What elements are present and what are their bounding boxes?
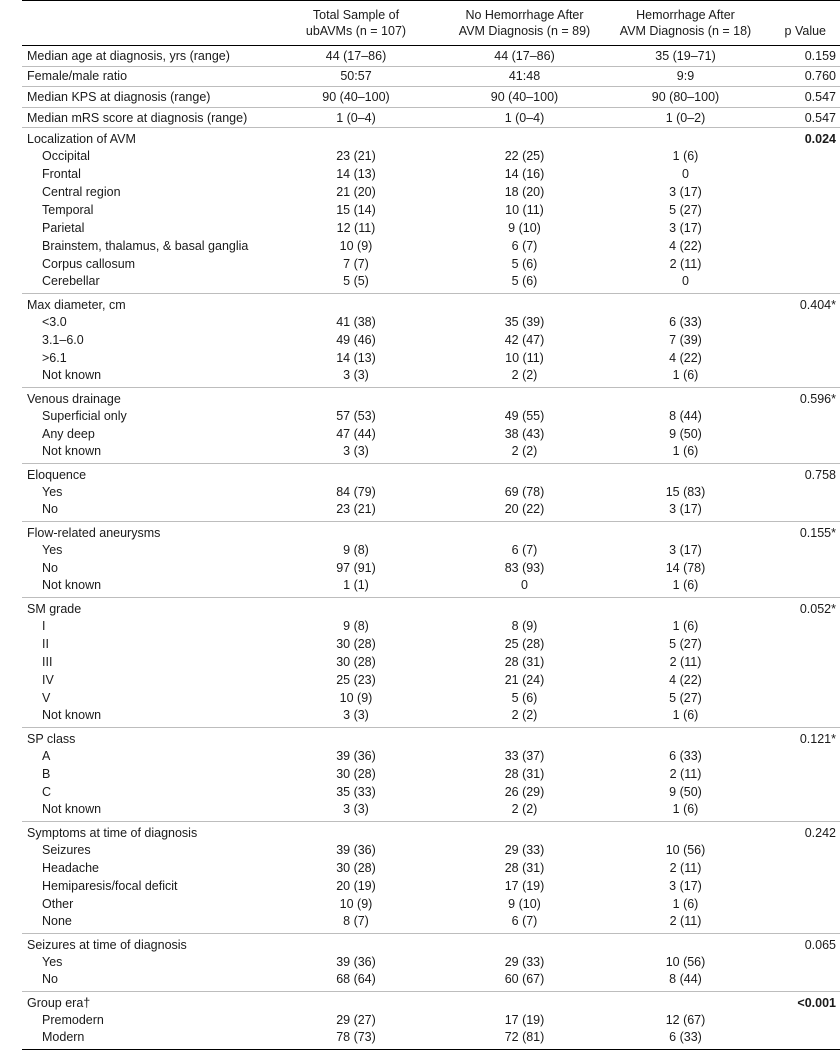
no-hemorrhage-value: 14 (16) (504, 167, 545, 182)
hemorrhage-value: 10 (56) (665, 843, 706, 858)
header-noh-line1: No Hemorrhage After (465, 8, 584, 22)
table-row (22, 953, 840, 971)
hemorrhage-value: 90 (80–100) (651, 89, 720, 104)
no-hemorrhage-value: 28 (31) (504, 767, 545, 782)
total-value: 23 (21) (336, 149, 376, 164)
table-row (22, 1029, 840, 1050)
total-value: 1 (0–4) (336, 110, 376, 125)
table-row (22, 313, 840, 331)
section-header-localization (22, 128, 840, 148)
table-row (22, 425, 840, 443)
total-value: 57 (53) (336, 409, 376, 424)
table-row (22, 483, 840, 501)
row-label: No (42, 561, 58, 576)
patient-characteristics-table (22, 0, 840, 1050)
total-value: 9 (8) (343, 543, 369, 558)
hemorrhage-value: 6 (33) (669, 749, 702, 764)
header-noh-line2: AVM Diagnosis (n = 89) (458, 24, 591, 38)
no-hemorrhage-value: 2 (2) (511, 708, 538, 723)
total-value: 47 (44) (336, 427, 376, 442)
hemorrhage-value: 12 (67) (665, 1013, 706, 1028)
no-hemorrhage-value: 26 (29) (504, 785, 545, 800)
p-value: 0.155* (799, 526, 836, 541)
row-label: Not known (42, 368, 102, 383)
table-row (22, 331, 840, 349)
total-value: 44 (17–86) (325, 48, 387, 63)
no-hemorrhage-value: 2 (2) (511, 802, 538, 817)
table-row (22, 841, 840, 859)
p-value: 0.596* (799, 392, 836, 407)
section-label: Venous drainage (27, 392, 121, 407)
hemorrhage-value: 1 (6) (672, 149, 699, 164)
table-row (22, 273, 840, 294)
p-value: 0.065 (804, 938, 836, 953)
table-row (22, 407, 840, 425)
section-label: Max diameter, cm (27, 298, 126, 313)
hemorrhage-value: 8 (44) (669, 972, 702, 987)
section-header-max-diameter (22, 294, 840, 314)
no-hemorrhage-value: 17 (19) (504, 879, 545, 894)
no-hemorrhage-value: 2 (2) (511, 368, 538, 383)
header-total-line2: ubAVMs (n = 107) (305, 24, 407, 38)
table-row (22, 201, 840, 219)
hemorrhage-value: 10 (56) (665, 955, 706, 970)
hemorrhage-value: 3 (17) (669, 185, 702, 200)
table-row (22, 765, 840, 783)
total-value: 78 (73) (336, 1030, 376, 1045)
row-label: Other (42, 897, 74, 912)
total-value: 7 (7) (343, 257, 369, 272)
table-row (22, 541, 840, 559)
p-value: 0.159 (804, 48, 836, 63)
row-label: V (42, 691, 51, 706)
section-label: Localization of AVM (27, 132, 136, 147)
hemorrhage-value: 2 (11) (669, 767, 702, 782)
table-row (22, 895, 840, 913)
table-row (22, 653, 840, 671)
header-no-hemorrhage (436, 1, 613, 46)
table-row (22, 1011, 840, 1029)
total-value: 30 (28) (336, 637, 376, 652)
no-hemorrhage-value: 72 (81) (504, 1030, 545, 1045)
no-hemorrhage-value: 22 (25) (504, 149, 545, 164)
table-row (22, 877, 840, 895)
header-hem-line2: AVM Diagnosis (n = 18) (619, 24, 752, 38)
row-label: Female/male ratio (27, 69, 128, 84)
row-label: Superficial only (42, 409, 127, 424)
hemorrhage-value: 6 (33) (669, 1030, 702, 1045)
no-hemorrhage-value: 49 (55) (504, 409, 545, 424)
no-hemorrhage-value: 44 (17–86) (494, 48, 555, 63)
row-median-kps (22, 87, 840, 108)
header-label-cell (22, 1, 276, 46)
p-value: <0.001 (797, 996, 836, 1011)
row-median-age (22, 46, 840, 67)
table-row (22, 255, 840, 273)
table-row (22, 689, 840, 707)
row-label: Modern (42, 1030, 85, 1045)
total-value: 5 (5) (343, 274, 369, 289)
hemorrhage-value: 9 (50) (669, 427, 702, 442)
no-hemorrhage-value: 1 (0–4) (504, 110, 545, 125)
header-total-sample (276, 1, 436, 46)
header-row (22, 1, 840, 46)
no-hemorrhage-value: 25 (28) (504, 637, 545, 652)
total-value: 39 (36) (336, 955, 376, 970)
no-hemorrhage-value: 28 (31) (504, 861, 545, 876)
no-hemorrhage-value: 8 (9) (511, 619, 538, 634)
row-label: I (42, 619, 46, 634)
hemorrhage-value: 4 (22) (669, 239, 702, 254)
section-label: Symptoms at time of diagnosis (27, 826, 198, 841)
row-label: A (42, 749, 51, 764)
no-hemorrhage-value: 9 (10) (508, 221, 541, 236)
table-row (22, 349, 840, 367)
row-label: Cerebellar (42, 274, 100, 289)
row-label: IV (42, 673, 54, 688)
no-hemorrhage-value: 6 (7) (511, 914, 538, 929)
row-label: III (42, 655, 53, 670)
total-value: 35 (33) (336, 785, 376, 800)
total-value: 10 (9) (339, 691, 373, 706)
total-value: 20 (19) (336, 879, 376, 894)
section-header-seizures (22, 934, 840, 954)
total-value: 10 (9) (339, 897, 373, 912)
no-hemorrhage-value: 29 (33) (504, 843, 545, 858)
table-row (22, 183, 840, 201)
row-label: Not known (42, 578, 102, 593)
hemorrhage-value: 2 (11) (669, 257, 702, 272)
hemorrhage-value: 3 (17) (669, 879, 702, 894)
table-row (22, 219, 840, 237)
row-label: Parietal (42, 221, 85, 236)
table-row (22, 501, 840, 522)
row-female-male-ratio (22, 66, 840, 87)
total-value: 10 (9) (339, 239, 373, 254)
table-row (22, 671, 840, 689)
total-value: 3 (3) (343, 802, 369, 817)
total-value: 68 (64) (336, 972, 376, 987)
no-hemorrhage-value: 17 (19) (504, 1013, 545, 1028)
table-container (22, 0, 840, 1050)
p-value: 0.547 (804, 110, 836, 125)
section-label: Seizures at time of diagnosis (27, 938, 187, 953)
total-value: 84 (79) (336, 485, 376, 500)
table-row (22, 635, 840, 653)
hemorrhage-value: 15 (83) (665, 485, 706, 500)
no-hemorrhage-value: 5 (6) (511, 257, 538, 272)
hemorrhage-value: 2 (11) (669, 861, 702, 876)
row-label: Hemiparesis/focal deficit (42, 879, 178, 894)
section-header-group-era (22, 992, 840, 1012)
total-value: 1 (1) (343, 578, 369, 593)
no-hemorrhage-value: 5 (6) (511, 274, 538, 289)
section-label: SP class (27, 732, 76, 747)
section-header-sm-grade (22, 598, 840, 618)
hemorrhage-value: 1 (6) (672, 708, 699, 723)
no-hemorrhage-value: 21 (24) (504, 673, 545, 688)
total-value: 23 (21) (336, 502, 376, 517)
no-hemorrhage-value: 90 (40–100) (490, 89, 559, 104)
row-label: Central region (42, 185, 121, 200)
hemorrhage-value: 1 (6) (672, 368, 699, 383)
row-median-mrs (22, 107, 840, 128)
no-hemorrhage-value: 9 (10) (508, 897, 541, 912)
row-label: Median mRS score at diagnosis (range) (27, 110, 248, 125)
hemorrhage-value: 1 (6) (672, 619, 699, 634)
no-hemorrhage-value: 18 (20) (504, 185, 545, 200)
hemorrhage-value: 1 (0–2) (665, 110, 706, 125)
no-hemorrhage-value: 2 (2) (511, 444, 538, 459)
hemorrhage-value: 1 (6) (672, 802, 699, 817)
table-row (22, 367, 840, 388)
hemorrhage-value: 4 (22) (669, 673, 702, 688)
row-label: Any deep (42, 427, 95, 442)
header-p-value: p Value (784, 24, 826, 38)
total-value: 12 (11) (336, 221, 376, 236)
row-label: Headache (42, 861, 99, 876)
no-hemorrhage-value: 69 (78) (504, 485, 545, 500)
hemorrhage-value: 9:9 (676, 69, 695, 84)
hemorrhage-value: 0 (682, 167, 689, 182)
hemorrhage-value: 1 (6) (672, 578, 699, 593)
total-value: 97 (91) (336, 561, 376, 576)
hemorrhage-value: 1 (6) (672, 444, 699, 459)
no-hemorrhage-value: 41:48 (508, 69, 541, 84)
table-row (22, 783, 840, 801)
table-row (22, 165, 840, 183)
section-label: SM grade (27, 602, 82, 617)
hemorrhage-value: 3 (17) (669, 543, 702, 558)
hemorrhage-value: 1 (6) (672, 897, 699, 912)
header-hem-line1: Hemorrhage After (636, 8, 735, 22)
total-value: 3 (3) (343, 708, 369, 723)
table-row (22, 617, 840, 635)
total-value: 30 (28) (336, 655, 376, 670)
section-header-flow-related-aneurysms (22, 522, 840, 542)
no-hemorrhage-value: 10 (11) (505, 203, 544, 218)
p-value: 0.024 (804, 132, 836, 147)
total-value: 49 (46) (336, 333, 376, 348)
total-value: 8 (7) (343, 914, 369, 929)
row-label: <3.0 (42, 315, 67, 330)
total-value: 3 (3) (343, 444, 369, 459)
hemorrhage-value: 3 (17) (669, 502, 702, 517)
table-row (22, 147, 840, 165)
row-label: Yes (42, 955, 63, 970)
hemorrhage-value: 6 (33) (669, 315, 702, 330)
p-value: 0.547 (804, 89, 836, 104)
section-label: Group era† (27, 996, 91, 1011)
total-value: 41 (38) (336, 315, 376, 330)
total-value: 90 (40–100) (322, 89, 390, 104)
total-value: 30 (28) (336, 861, 376, 876)
table-row (22, 707, 840, 728)
no-hemorrhage-value: 29 (33) (504, 955, 545, 970)
p-value: 0.052* (799, 602, 836, 617)
hemorrhage-value: 2 (11) (669, 655, 702, 670)
row-label: No (42, 502, 58, 517)
hemorrhage-value: 5 (27) (669, 691, 702, 706)
no-hemorrhage-value: 60 (67) (504, 972, 545, 987)
section-header-symptoms (22, 822, 840, 842)
total-value: 29 (27) (336, 1013, 376, 1028)
table-row (22, 801, 840, 822)
total-value: 14 (13) (336, 351, 376, 366)
row-label: Premodern (42, 1013, 104, 1028)
row-label: Median age at diagnosis, yrs (range) (27, 48, 230, 63)
no-hemorrhage-value: 5 (6) (511, 691, 538, 706)
header-total-line1: Total Sample of (312, 8, 400, 22)
row-label: C (42, 785, 52, 800)
no-hemorrhage-value: 35 (39) (504, 315, 545, 330)
row-label: Yes (42, 543, 63, 558)
hemorrhage-value: 0 (682, 274, 689, 289)
total-value: 21 (20) (336, 185, 376, 200)
row-label: Occipital (42, 149, 90, 164)
hemorrhage-value: 9 (50) (669, 785, 702, 800)
row-label: Corpus callosum (42, 257, 136, 272)
table-row (22, 747, 840, 765)
no-hemorrhage-value: 38 (43) (504, 427, 545, 442)
no-hemorrhage-value: 10 (11) (505, 351, 544, 366)
row-label: Not known (42, 708, 102, 723)
hemorrhage-value: 5 (27) (669, 637, 702, 652)
row-label: II (42, 637, 49, 652)
no-hemorrhage-value: 6 (7) (511, 239, 538, 254)
table-row (22, 559, 840, 577)
total-value: 39 (36) (336, 749, 376, 764)
hemorrhage-value: 5 (27) (669, 203, 702, 218)
row-label: None (42, 914, 72, 929)
row-label: 3.1–6.0 (42, 333, 84, 348)
row-label: No (42, 972, 58, 987)
row-label: B (42, 767, 51, 782)
row-label: >6.1 (42, 351, 67, 366)
hemorrhage-value: 14 (78) (665, 561, 706, 576)
hemorrhage-value: 8 (44) (669, 409, 702, 424)
no-hemorrhage-value: 6 (7) (511, 543, 538, 558)
p-value: 0.242 (804, 826, 836, 841)
table-row (22, 577, 840, 598)
p-value: 0.760 (804, 69, 836, 84)
no-hemorrhage-value: 83 (93) (504, 561, 545, 576)
no-hemorrhage-value: 0 (521, 578, 528, 593)
table-row (22, 913, 840, 934)
total-value: 3 (3) (343, 368, 369, 383)
section-label: Flow-related aneurysms (27, 526, 161, 541)
hemorrhage-value: 7 (39) (669, 333, 702, 348)
section-header-venous-drainage (22, 388, 840, 408)
table-row (22, 443, 840, 464)
table-row (22, 859, 840, 877)
p-value: 0.404* (799, 298, 836, 313)
hemorrhage-value: 3 (17) (669, 221, 702, 236)
total-value: 25 (23) (336, 673, 376, 688)
table-row (22, 237, 840, 255)
section-label: Eloquence (27, 468, 87, 483)
row-label: Not known (42, 444, 102, 459)
no-hemorrhage-value: 20 (22) (504, 502, 545, 517)
row-label: Brainstem, thalamus, & basal ganglia (42, 239, 249, 254)
hemorrhage-value: 2 (11) (669, 914, 702, 929)
total-value: 30 (28) (336, 767, 376, 782)
total-value: 39 (36) (336, 843, 376, 858)
no-hemorrhage-value: 28 (31) (504, 655, 545, 670)
table-row (22, 971, 840, 992)
row-label: Temporal (42, 203, 94, 218)
row-label: Frontal (42, 167, 81, 182)
p-value: 0.758 (804, 468, 836, 483)
row-label: Not known (42, 802, 102, 817)
total-value: 9 (8) (343, 619, 369, 634)
section-header-eloquence (22, 464, 840, 484)
p-value: 0.121* (799, 732, 836, 747)
section-header-sp-class (22, 728, 840, 748)
total-value: 14 (13) (336, 167, 376, 182)
row-label: Seizures (42, 843, 91, 858)
no-hemorrhage-value: 33 (37) (504, 749, 545, 764)
total-value: 50:57 (340, 69, 372, 84)
row-label: Median KPS at diagnosis (range) (27, 89, 211, 104)
row-label: Yes (42, 485, 63, 500)
no-hemorrhage-value: 42 (47) (504, 333, 545, 348)
hemorrhage-value: 4 (22) (669, 351, 702, 366)
total-value: 15 (14) (336, 203, 376, 218)
hemorrhage-value: 35 (19–71) (655, 48, 716, 63)
header-hemorrhage (613, 1, 758, 46)
